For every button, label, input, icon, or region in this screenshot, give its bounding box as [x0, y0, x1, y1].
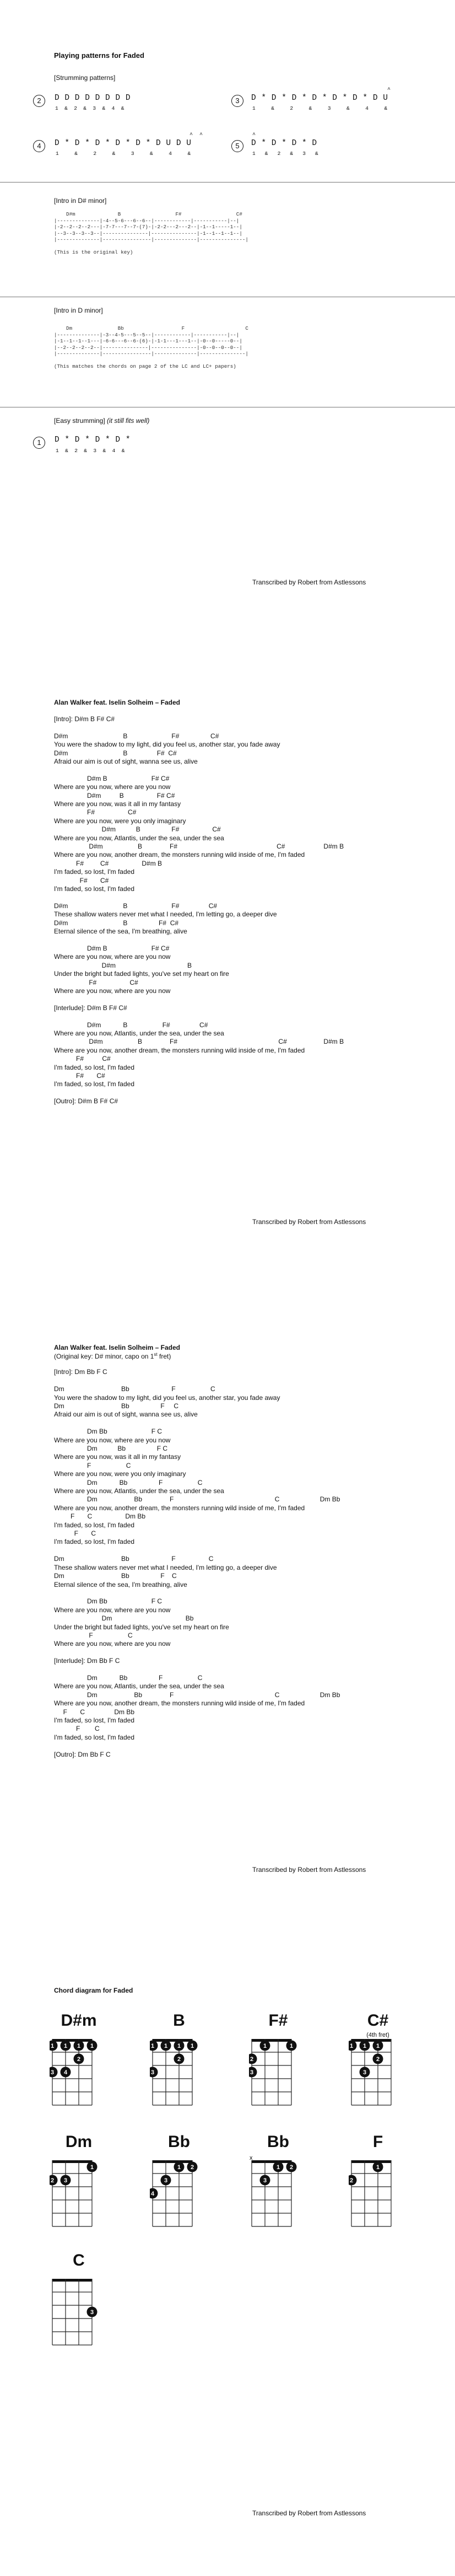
chord-nut [52, 2279, 92, 2282]
tab-notation: D#m B F# C# |--------------|-4--5-6---6--6--|------------|-----------|--| |-2--2--2--2---|-7-7---7--7-(7)-|-2-2---2---2--|-1--1-----1--| |--3--3--3--3--|---------------|---------------|-1--1--1--1--| |--------------|----------------|--------------|---------------| (This is the original key) [54, 211, 248, 255]
song-line: F C [54, 1530, 96, 1538]
subtitle-sup: st [154, 1352, 158, 1357]
chord-nut [252, 2160, 291, 2163]
song-line: Where are you now, another dream, the monsters running wild inside of me, I'm faded [54, 1504, 305, 1512]
chord-nut [153, 2160, 192, 2163]
song-line: Afraid our aim is out of sight, wanna see us, alive [54, 758, 198, 766]
song-line: Dm Bb F C Dm Bb [54, 1690, 340, 1699]
song-line: Dm Bb F C [54, 1478, 203, 1486]
finger-dot [174, 2162, 185, 2172]
finger-number: 1 [376, 2164, 380, 2171]
song-line: Dm Bb F C [54, 1385, 215, 1393]
chord-grid [349, 2155, 410, 2232]
finger-dot [87, 2041, 98, 2051]
finger-number: 1 [376, 2043, 380, 2049]
chord-name: F# [268, 2011, 288, 2030]
finger-dot [150, 2041, 158, 2051]
line-spacer [54, 1589, 340, 1597]
song-line: You were the shadow to my light, did you feel us, another star, you fade away [54, 1393, 280, 1402]
chord-grid [50, 2155, 111, 2232]
line-spacer [54, 936, 344, 944]
song-line: F# C# [54, 1071, 105, 1080]
finger-number: 1 [150, 2043, 155, 2049]
line-spacer [54, 1547, 340, 1555]
finger-dot [349, 2041, 357, 2051]
finger-number: 1 [276, 2164, 280, 2171]
finger-dot [50, 2175, 58, 2186]
chord-nut [351, 2160, 391, 2163]
credit-line: Transcribed by Robert from Astlessons [252, 578, 366, 586]
tab-label: [Intro in D# minor] [54, 197, 107, 205]
finger-number: 1 [362, 2043, 367, 2049]
credit-line: Transcribed by Robert from Astlessons [252, 1218, 366, 1226]
finger-dot [74, 2041, 84, 2051]
song-line: Where are you now, were you only imaginary [54, 817, 186, 825]
finger-number: 3 [50, 2069, 55, 2076]
chord-fret-note: (4th fret) [366, 2032, 389, 2038]
subtitle-text: (Original key: D# minor, capo on 1 [54, 1353, 154, 1360]
song-line: Where are you now, another dream, the monsters running wild inside of me, I'm faded [54, 1046, 305, 1054]
song-line: [Outro]: Dm Bb F C [54, 1750, 111, 1758]
line-spacer [54, 1012, 344, 1021]
song-line: F# C# D#m B [54, 859, 162, 867]
finger-number: 2 [349, 2177, 354, 2184]
finger-number: 3 [164, 2177, 168, 2184]
song-line: I'm faded, so lost, I'm faded [54, 1733, 134, 1741]
finger-dot [249, 2054, 257, 2064]
song-line: D#m B F# C# [54, 825, 221, 834]
finger-dot [273, 2162, 284, 2172]
subtitle-text-end: fret) [157, 1353, 171, 1360]
song-line: Dm Bb F C [54, 1427, 162, 1436]
line-spacer [54, 1360, 340, 1368]
chord-nut [52, 2039, 92, 2042]
patterns-title: Playing patterns for Faded [54, 51, 144, 60]
chord-name: F [372, 2133, 383, 2151]
finger-dot [260, 2175, 270, 2186]
song-line: D#m B F# C# [54, 1021, 208, 1029]
diagrams-title: Chord diagram for Faded [54, 1987, 133, 1994]
song-line: I'm faded, so lost, I'm faded [54, 1521, 134, 1529]
song-line: Dm Bb F C [54, 1572, 177, 1580]
finger-dot [161, 2175, 171, 2186]
finger-number: 4 [63, 2069, 68, 2076]
finger-dot [286, 2041, 297, 2051]
finger-number: 2 [50, 2177, 55, 2184]
pattern-accent: ^ [387, 87, 391, 93]
song-line: F C [54, 1631, 133, 1639]
pattern-count: 1 & 2 & 3 & 4 & [55, 105, 124, 111]
finger-dot [150, 2067, 158, 2078]
finger-dot [187, 2162, 198, 2172]
song-line: Where are you now, Atlantis, under the sea, under the sea [54, 1029, 224, 1037]
finger-dot [260, 2041, 270, 2051]
finger-number: 2 [77, 2056, 81, 2063]
chord-name: C [73, 2251, 85, 2269]
finger-dot [174, 2041, 185, 2051]
line-spacer [54, 1419, 340, 1427]
finger-dot [61, 2041, 71, 2051]
song-line: Where are you now, where are you now [54, 783, 171, 791]
pattern-strum: D * D * D * D * [55, 436, 131, 444]
finger-dot [249, 2067, 257, 2078]
chord-name: B [173, 2011, 185, 2030]
song-line: D#m B F# C# [54, 749, 177, 757]
finger-number: 2 [177, 2056, 181, 2063]
song-line: Under the bright but faded lights, you've set my heart on fire [54, 970, 229, 978]
song-line: D#m B F# C# D#m B [54, 842, 344, 851]
finger-dot [74, 2054, 84, 2064]
chord-grid [150, 2155, 212, 2232]
song-line: Eternal silence of the sea, I'm breathing, alive [54, 1580, 187, 1588]
chord-name: D#m [61, 2011, 97, 2030]
finger-number: 3 [90, 2309, 94, 2316]
finger-dot [87, 2162, 98, 2172]
song-title: Alan Walker feat. Iselin Solheim – Faded [54, 1344, 180, 1351]
finger-number: 1 [63, 2043, 68, 2049]
line-spacer [54, 894, 344, 902]
pattern-strum: D * D * D * D [251, 139, 317, 148]
song-line: F# C# [54, 978, 138, 986]
song-line: F# C# [54, 808, 137, 817]
pattern-number: 2 [33, 95, 45, 107]
finger-dot [174, 2054, 185, 2064]
finger-dot [373, 2041, 383, 2051]
song-line: F C Dm Bb [54, 1708, 135, 1716]
song-sheet [54, 715, 344, 1106]
song-line: Where are you now, Atlantis, under the sea, under the sea [54, 1487, 224, 1495]
song-line: Where are you now, were you only imaginary [54, 1470, 186, 1478]
finger-dot [50, 2041, 58, 2051]
tab-notation: Dm Bb F C |--------------|-3--4-5---5--5--|------------|-----------|--| |-1--1--1--1---|-6-6---6--6-(6)-|-1-1---1---1--|-0--0-----0--| |--2--2--2--2--|---------------|---------------|-0--0--0--0--| |--------------|----------------|--------------|---------------| (This matches the chords on page 2 of the LC and LC+ papers) [54, 325, 248, 369]
finger-number: 1 [77, 2043, 81, 2049]
song-line: You were the shadow to my light, did you feel us, another star, you fade away [54, 740, 280, 749]
song-line: Where are you now, another dream, the monsters running wild inside of me, I'm faded [54, 851, 305, 859]
easy-label-text: [Easy strumming] [54, 417, 105, 425]
chord-nut [351, 2039, 391, 2042]
pattern-strum: D * D * D * D * D * D * D U [251, 94, 388, 103]
chord-name: Bb [168, 2133, 190, 2151]
finger-dot [87, 2307, 98, 2317]
song-line: I'm faded, so lost, I'm faded [54, 1080, 134, 1088]
pattern-count: 1 & 2 & 3 & 4 & [252, 105, 388, 111]
easy-label [54, 417, 149, 425]
chord-name: Bb [267, 2133, 289, 2151]
pattern-number: 3 [231, 95, 243, 107]
finger-dot [349, 2175, 357, 2186]
finger-number: 1 [50, 2043, 55, 2049]
song-line: [Intro]: D#m B F# C# [54, 715, 115, 723]
song-line: D#m B F# C# [54, 774, 170, 782]
song-line: I'm faded, so lost, I'm faded [54, 1538, 134, 1546]
finger-number: 3 [250, 2069, 254, 2076]
finger-dot [360, 2067, 370, 2078]
line-spacer [54, 723, 344, 732]
chord-name: C# [367, 2011, 389, 2030]
song-line: F# C# [54, 876, 109, 884]
song-line: Where are you now, where are you now [54, 1640, 171, 1648]
line-spacer [54, 1377, 340, 1385]
finger-number: 3 [150, 2069, 155, 2076]
song-line: D#m B F# C# D#m B [54, 1038, 344, 1046]
pattern-strum: D * D * D * D * D * D U D U [55, 139, 192, 148]
song-line: Dm Bb F C Dm Bb [54, 1495, 340, 1504]
chord-name: Dm [65, 2133, 93, 2151]
chord-nut [153, 2039, 192, 2042]
song-line: I'm faded, so lost, I'm faded [54, 1063, 134, 1071]
song-line: I'm faded, so lost, I'm faded [54, 885, 134, 893]
finger-number: 4 [150, 2191, 155, 2197]
song-line: F# C# [54, 1055, 111, 1063]
song-line: D#m B [54, 961, 192, 969]
finger-number: 1 [349, 2043, 354, 2049]
finger-number: 3 [263, 2177, 267, 2184]
finger-dot [50, 2067, 58, 2078]
tab-label: [Intro in D minor] [54, 307, 103, 314]
song-line: D#m B F# C# [54, 919, 179, 927]
finger-dot [161, 2041, 171, 2051]
easy-label-note: (it still fits well) [107, 417, 150, 425]
chord-grid [249, 2155, 311, 2232]
song-line: [Interlude]: D#m B F# C# [54, 1003, 127, 1012]
finger-number: 1 [190, 2043, 194, 2049]
line-spacer [54, 1742, 340, 1750]
song-line: Where are you now, was it all in my fantasy [54, 800, 181, 808]
song-line: Eternal silence of the sea, I'm breathing, alive [54, 927, 187, 936]
chord-nut [252, 2039, 291, 2042]
song-line: Dm Bb F C [54, 1673, 203, 1682]
song-line: F C Dm Bb [54, 1512, 146, 1521]
song-line: Dm Bb F C [54, 1445, 168, 1453]
finger-number: 2 [250, 2056, 254, 2063]
song-line: D#m B F# C# [54, 791, 175, 799]
section-divider [0, 182, 455, 183]
chord-grid [150, 2033, 212, 2111]
song-line: I'm faded, so lost, I'm faded [54, 1716, 134, 1724]
finger-number: 1 [289, 2043, 294, 2049]
chord-grid [50, 2273, 111, 2350]
chord-grid [349, 2033, 410, 2111]
pattern-strum: D D D D D D D D [55, 94, 131, 103]
song-line: D#m B F# C# [54, 944, 170, 952]
finger-dot [360, 2041, 370, 2051]
pattern-number: 1 [33, 437, 45, 449]
finger-number: 1 [90, 2043, 94, 2049]
finger-dot [373, 2054, 383, 2064]
finger-number: 1 [177, 2043, 181, 2049]
muted-string-mark: x [250, 2155, 253, 2161]
line-spacer [54, 766, 344, 774]
pattern-number: 4 [33, 140, 45, 152]
pattern-count: 1 & 2 & 3 & 4 & [56, 151, 191, 157]
pattern-number: 5 [231, 140, 243, 152]
song-line: Where are you now, was it all in my fantasy [54, 1453, 181, 1461]
pattern-accent: ^ [252, 132, 256, 138]
song-line: Where are you now, Atlantis, under the sea, under the sea [54, 834, 224, 842]
chord-nut [52, 2160, 92, 2163]
song-line: Dm Bb [54, 1614, 194, 1623]
finger-dot [286, 2162, 297, 2172]
line-spacer [54, 1666, 340, 1674]
finger-number: 3 [362, 2069, 367, 2076]
song-line: F C [54, 1461, 131, 1469]
song-line: Dm Bb F C [54, 1555, 214, 1563]
song-line: Under the bright but faded lights, you've set my heart on fire [54, 1623, 229, 1631]
song-line: These shallow waters never met what I needed, I'm letting go, a deeper dive [54, 910, 277, 919]
song-line: Where are you now, where are you now [54, 1436, 171, 1444]
song-line: I'm faded, so lost, I'm faded [54, 868, 134, 876]
song-line: D#m B F# C# [54, 732, 219, 740]
pattern-count: 1 & 2 & 3 & 4 & [56, 448, 125, 454]
finger-number: 2 [376, 2056, 380, 2063]
finger-dot [187, 2041, 198, 2051]
finger-dot [150, 2188, 158, 2199]
credit-line: Transcribed by Robert from Astlessons [252, 2509, 366, 2517]
song-line: [Interlude]: Dm Bb F C [54, 1657, 120, 1665]
song-title: Alan Walker feat. Iselin Solheim – Faded [54, 699, 180, 706]
song-line: Where are you now, where are you now [54, 1606, 171, 1614]
pattern-count: 1 & 2 & 3 & [252, 151, 318, 157]
chord-grid [50, 2033, 111, 2111]
song-line: Where are you now, another dream, the monsters running wild inside of me, I'm faded [54, 1699, 305, 1708]
patterns-subtitle: [Strumming patterns] [54, 74, 116, 82]
finger-number: 3 [63, 2177, 68, 2184]
line-spacer [54, 1649, 340, 1657]
song-line: [Outro]: D#m B F# C# [54, 1097, 118, 1105]
finger-number: 2 [289, 2164, 294, 2171]
song-line: Dm Bb F C [54, 1597, 162, 1606]
finger-dot [61, 2067, 71, 2078]
song-line: Dm Bb F C [54, 1402, 179, 1410]
finger-number: 1 [177, 2164, 181, 2171]
line-spacer [54, 1089, 344, 1097]
song-subtitle [54, 1352, 171, 1360]
song-line: D#m B F# C# [54, 901, 218, 910]
finger-number: 2 [190, 2164, 194, 2171]
song-line: [Intro]: Dm Bb F C [54, 1368, 107, 1376]
pattern-accent: ^ ^ [189, 132, 203, 138]
finger-number: 1 [90, 2164, 94, 2171]
song-line: F C [54, 1725, 100, 1733]
song-line: Where are you now, where are you now [54, 953, 171, 961]
line-spacer [54, 995, 344, 1003]
finger-number: 1 [164, 2043, 168, 2049]
song-line: Where are you now, where are you now [54, 986, 171, 995]
finger-dot [61, 2175, 71, 2186]
chord-grid [249, 2033, 311, 2111]
credit-line: Transcribed by Robert from Astlessons [252, 1866, 366, 1874]
finger-number: 1 [263, 2043, 267, 2049]
song-line: Where are you now, Atlantis, under the sea, under the sea [54, 1682, 224, 1690]
song-sheet [54, 1360, 340, 1759]
song-line: These shallow waters never met what I needed, I'm letting go, a deeper dive [54, 1563, 277, 1571]
finger-dot [373, 2162, 383, 2172]
song-line: Afraid our aim is out of sight, wanna see us, alive [54, 1410, 198, 1419]
